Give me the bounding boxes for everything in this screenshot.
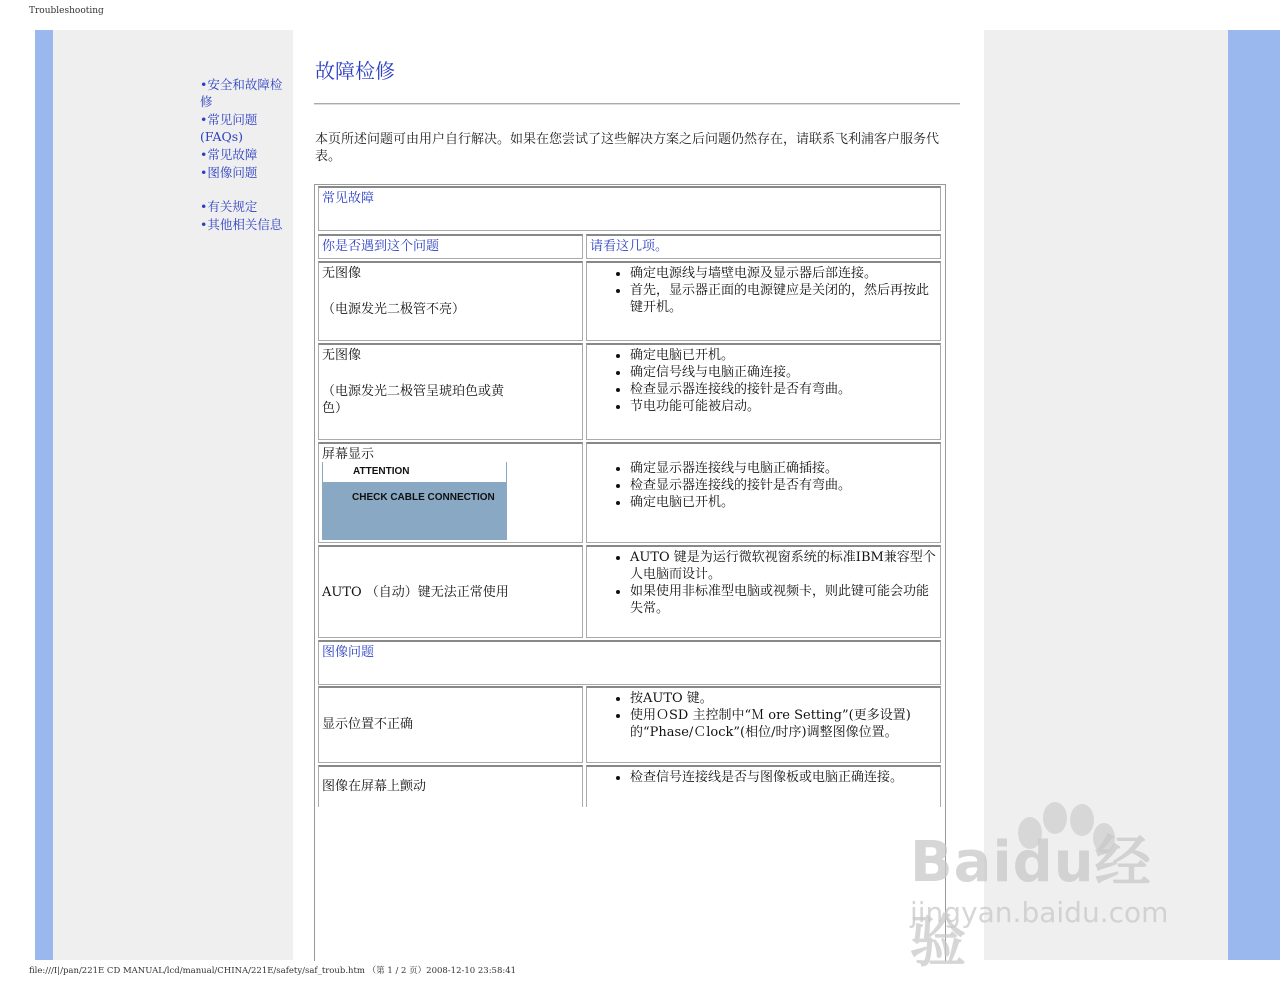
problem-subtext: （电源发光二极管不亮） bbox=[322, 302, 466, 317]
table-row-problem bbox=[318, 765, 583, 807]
check-item: • 按AUTO 键。 bbox=[630, 690, 937, 707]
table-row-problem bbox=[318, 545, 583, 638]
problem-text: 屏幕显示 bbox=[322, 447, 375, 462]
right-blue-bar bbox=[1228, 30, 1280, 960]
check-item: • AUTO 键是为运行微软视窗系统的标准IBM兼容型个人电脑而设计。 bbox=[630, 549, 937, 583]
check-item: • 确定电脑已开机。 bbox=[630, 494, 937, 511]
section-header-common-problems: 常见故障 bbox=[318, 186, 941, 231]
osd-attention-label: ATTENTION bbox=[323, 462, 506, 482]
file-path-footer: file:///I|/pan/221E CD MANUAL/lcd/manual/CHINA/221E/safety/saf_troub.htm （第 1 / 2 页）2008-12-10 23:58:41 bbox=[29, 966, 517, 976]
table-row-checks bbox=[586, 686, 941, 763]
watermark-url: jingyan.baidu.com bbox=[910, 896, 1169, 929]
table-row-problem bbox=[318, 686, 583, 763]
problem-text: 图像在屏幕上颤动 bbox=[322, 779, 427, 794]
problem-text: 显示位置不正确 bbox=[322, 717, 414, 732]
section-header-image-problems: 图像问题 bbox=[318, 640, 941, 685]
nav-link-regulations[interactable]: •有关规定 bbox=[200, 199, 258, 214]
nav-link-image-problems[interactable]: •图像问题 bbox=[200, 165, 258, 180]
baidu-watermark bbox=[905, 798, 1205, 975]
table-row-problem bbox=[318, 343, 583, 440]
problem-text: AUTO （自动）键无法正常使用 bbox=[322, 585, 509, 600]
check-item: • 确定显示器连接线与电脑正确插接。 bbox=[630, 460, 937, 477]
check-item: • 确定信号线与电脑正确连接。 bbox=[630, 364, 937, 381]
check-item: • 如果使用非标准型电脑或视频卡，则此键可能会功能失常。 bbox=[630, 583, 937, 617]
problem-text: 无图像 bbox=[322, 266, 362, 281]
column-header-check: 请看这几项。 bbox=[586, 234, 941, 259]
check-item: • 检查显示器连接线的接针是否有弯曲。 bbox=[630, 381, 937, 398]
left-blue-bar bbox=[35, 30, 53, 960]
table-row-checks bbox=[586, 343, 941, 440]
column-header-problem: 你是否遇到这个问题 bbox=[318, 234, 583, 259]
check-item: • 使用ＯSD 主控制中“Ｍ ore Setting”(更多设置)的“Phase/Ｃlock”(相位/时序)调整图像位置。 bbox=[630, 707, 937, 741]
table-row-checks bbox=[586, 545, 941, 638]
table-row-checks bbox=[586, 765, 941, 807]
osd-cable-message: CHECK CABLE CONNECTION bbox=[352, 492, 495, 503]
table-row-checks bbox=[586, 261, 941, 341]
watermark-logo-text: Baidu经验 bbox=[910, 830, 1152, 975]
check-item: • 检查信号连接线是否与图像板或电脑正确连接。 bbox=[630, 769, 937, 786]
nav-link-safety[interactable]: •安全和故障检修 bbox=[200, 77, 283, 109]
table-row-problem bbox=[318, 261, 583, 341]
check-item: • 确定电脑已开机。 bbox=[630, 347, 937, 364]
problem-text: 无图像 bbox=[322, 348, 362, 363]
nav-link-faq[interactable]: •常见问题(FAQs) bbox=[200, 112, 258, 144]
osd-message-image bbox=[322, 462, 507, 540]
check-item: • 首先，显示器正面的电源键应是关闭的，然后再按此键开机。 bbox=[630, 282, 937, 316]
nav-link-other-info[interactable]: •其他相关信息 bbox=[200, 217, 283, 232]
problem-subtext: （电源发光二极管呈琥珀色或黄色） bbox=[322, 384, 505, 416]
nav-link-common-problems[interactable]: •常见故障 bbox=[200, 147, 258, 162]
check-item: • 节电功能可能被启动。 bbox=[630, 398, 937, 415]
window-title: Troubleshooting bbox=[29, 6, 104, 16]
table-row-checks bbox=[586, 442, 941, 543]
side-nav bbox=[200, 76, 290, 234]
intro-text: 本页所述问题可由用户自行解决。如果在您尝试了这些解决方案之后问题仍然存在，请联系飞利浦客户服务代表。 bbox=[315, 132, 940, 164]
check-item: • 检查显示器连接线的接针是否有弯曲。 bbox=[630, 477, 937, 494]
check-item: • 确定电源线与墙壁电源及显示器后部连接。 bbox=[630, 265, 937, 282]
divider bbox=[314, 103, 960, 105]
page-title: 故障检修 bbox=[315, 59, 395, 83]
